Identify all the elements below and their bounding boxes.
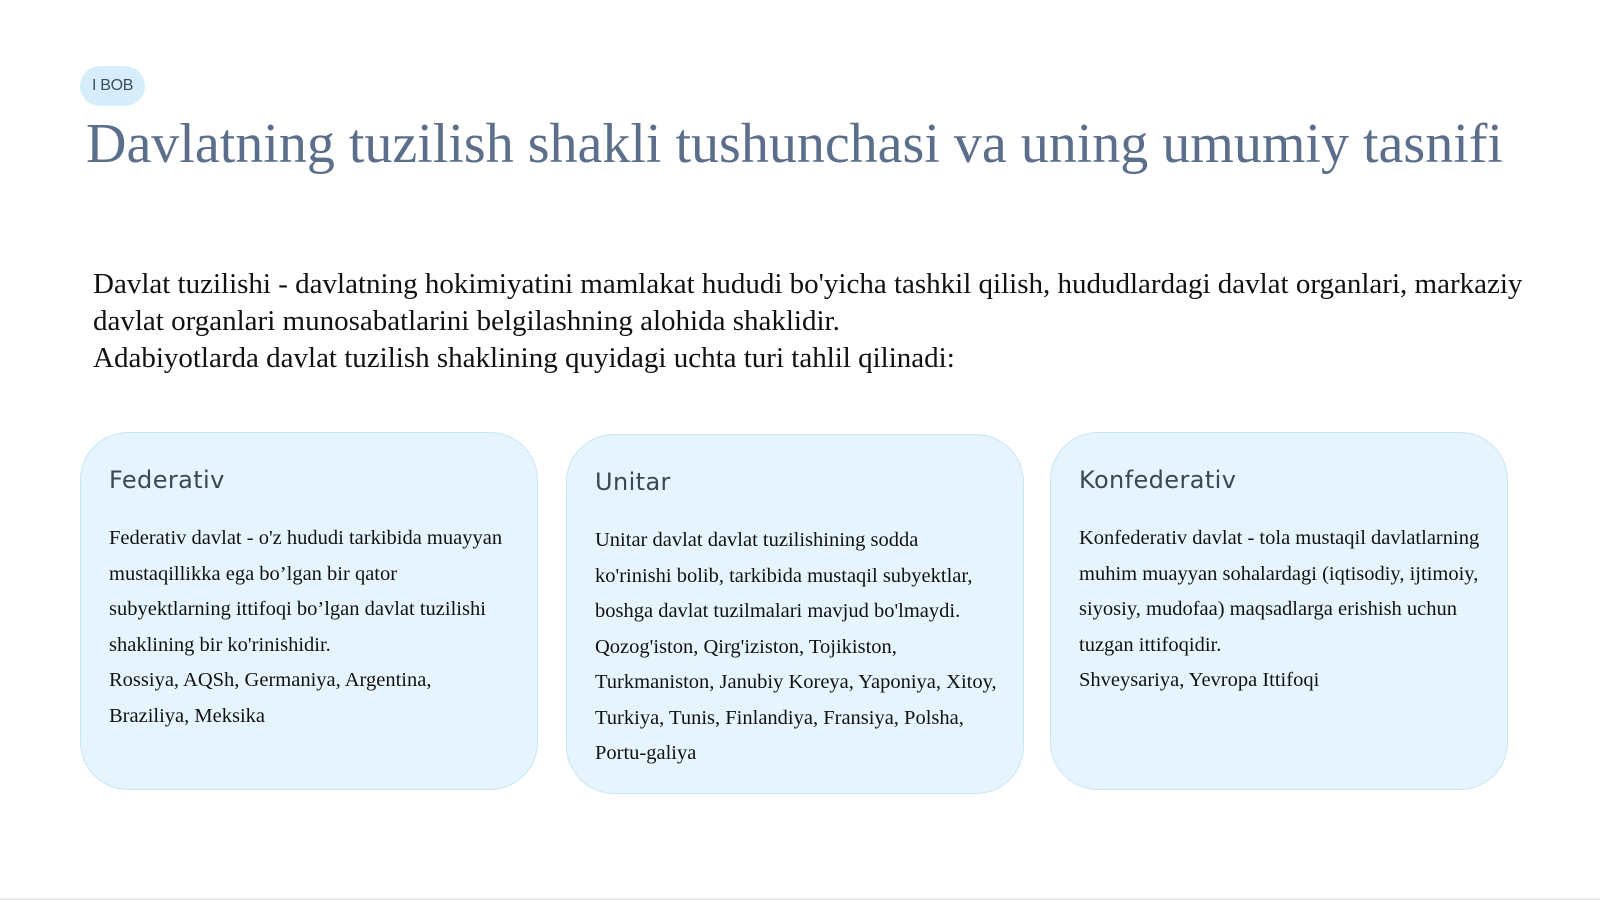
card-examples: Rossiya, AQSh, Germaniya, Argentina, Braziliya, Meksika	[109, 669, 432, 727]
card-konfederativ	[1050, 432, 1508, 790]
card-body	[595, 523, 999, 772]
card-definition: Unitar davlat davlat tuzilishining sodda ko'rinishi bolib, tarkibida mustaqil subyektlar, boshga davlat tuzilmalari mavjud bo'lmaydi.	[595, 529, 973, 622]
card-examples: Shveysariya, Yevropa Ittifoqi	[1079, 669, 1320, 691]
chapter-badge: I BOB	[80, 66, 145, 106]
card-title: Federativ	[109, 466, 225, 494]
card-definition: Federativ davlat - o'z hududi tarkibida muayyan mustaqillikka ega bo’lgan bir qator subyektlarning ittifoqi bo’lgan davlat tuzilishi shaklining bir ko'rinishidir.	[109, 527, 503, 656]
card-unitar	[566, 434, 1024, 794]
intro-types-sentence: Adabiyotlarda davlat tuzilish shaklining quyidagi uchta turi tahlil qilinadi:	[93, 342, 955, 374]
intro-definition: Davlat tuzilishi - davlatning hokimiyatini mamlakat hududi bo'yicha tashkil qilish, hududlardagi davlat organlari, markaziy davlat organlari munosabatlarini belgilashning alohida shaklidir.	[93, 268, 1523, 337]
page-title: Davlatning tuzilish shakli tushunchasi va uning umumiy tasnifi	[86, 113, 1503, 175]
card-body	[109, 521, 513, 734]
card-title: Unitar	[595, 468, 671, 496]
card-federativ	[80, 432, 538, 790]
card-definition: Konfederativ davlat - tola mustaqil davlatlarning muhim muayyan sohalardagi (iqtisodiy, ijtimoiy, siyosiy, mudofaa) maqsadlarga erishish uchun tuzgan ittifoqidir.	[1079, 527, 1480, 656]
card-body	[1079, 521, 1483, 699]
card-title: Konfederativ	[1079, 466, 1237, 494]
card-examples: Qozog'iston, Qirg'iziston, Tojikiston, Turkmaniston, Janubiy Koreya, Yaponiya, Xitoy, Turkiya, Tunis, Finlandiya, Fransiya, Polsha, Portu-galiya	[595, 635, 997, 764]
intro-text	[93, 266, 1573, 377]
